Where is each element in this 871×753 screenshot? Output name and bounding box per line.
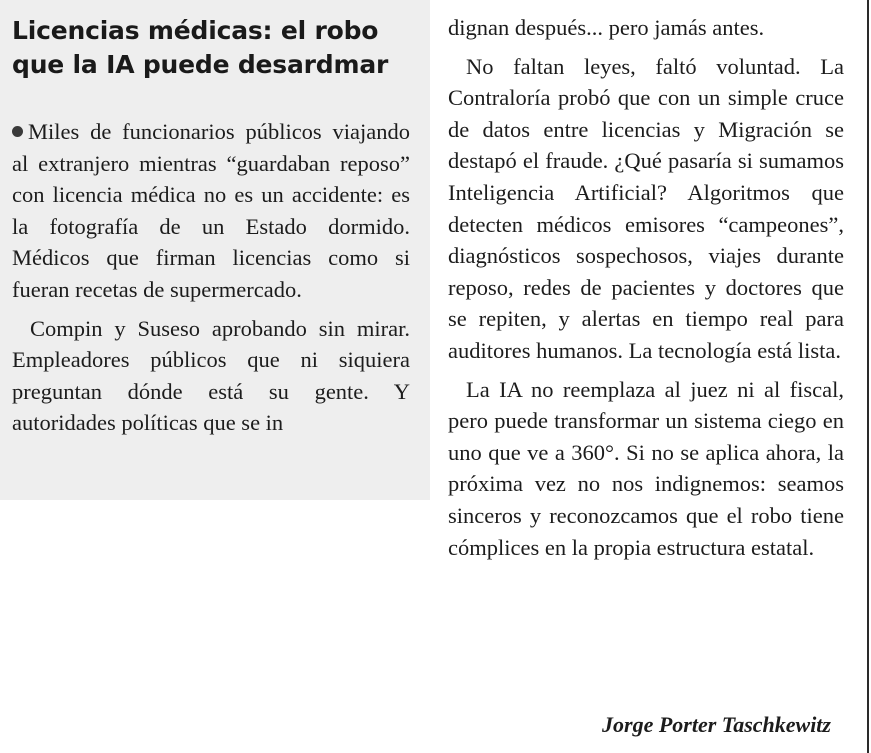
paragraph-2-continued: dignan después... pero jamás antes. (448, 15, 765, 40)
left-column (12, 116, 410, 446)
bullet-icon (12, 126, 23, 137)
paragraph-1-text: Miles de funcionarios públicos viajando al extranjero mientras “guardaban reposo” con licencia médica no es un accidente: es la fotografía de un Estado dormido. Médicos que firman licencias como si fueran recetas de supermercado. (12, 119, 410, 302)
headline: Licencias médicas: el robo que la IA puede desardmar (12, 16, 389, 79)
right-column (448, 12, 844, 570)
paragraph-4: La IA no reemplaza al juez ni al fiscal, pero puede transformar un sistema ciego en uno que ve a 360°. Si no se aplica ahora, la próxima vez no nos indignemos: seamos sinceros y reconozcamos que el robo tiene cómplices en la propia estructura estatal. (448, 376, 844, 560)
paragraph-2: Compin y Suseso aprobando sin mirar. Empleadores públicos que ni siquiera preguntan dónde está su gente. Y autoridades políticas que se in (12, 315, 410, 436)
author-byline: Jorge Porter Taschkewitz (602, 712, 831, 737)
column-divider (430, 0, 433, 753)
paragraph-1 (12, 116, 410, 306)
right-border-line (867, 0, 869, 753)
paragraph-3: No faltan leyes, faltó voluntad. La Contraloría probó que con un simple cruce de datos entre licencias y Migración se destapó el fraude. ¿Qué pasaría si sumamos Inteligencia Artificial? Algoritmos que detecten médicos emisores “campeones”, diagnósticos sospechosos, viajes durante reposo, redes de pacientes y doctores que se repiten, y alertas en tiempo real para auditores humanos. La tecnología está lista. (448, 53, 844, 363)
